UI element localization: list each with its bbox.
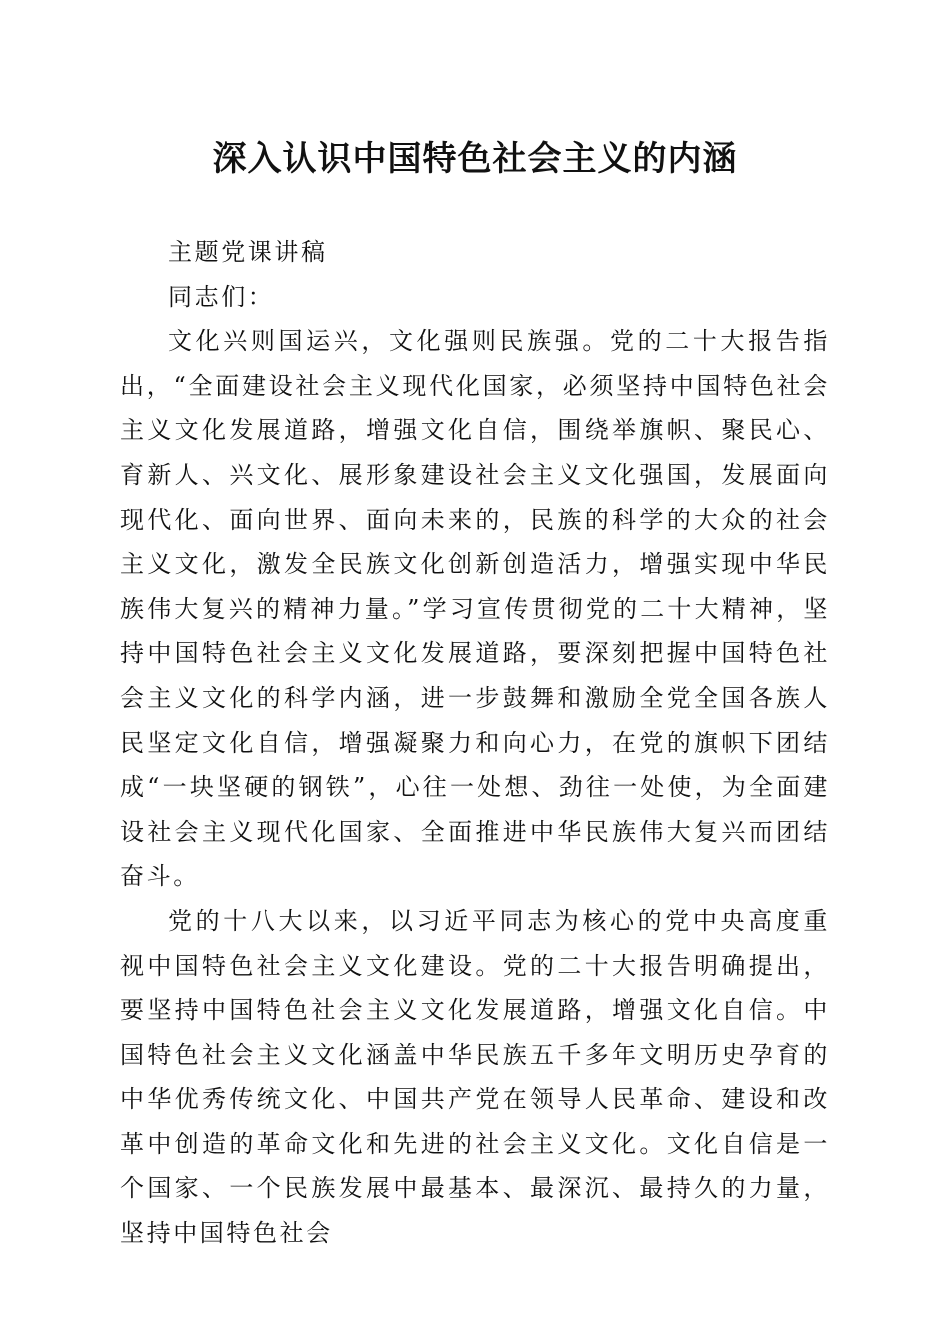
document-title: 深入认识中国特色社会主义的内涵 [212,139,738,179]
subtitle-line: 主题党课讲稿 [168,238,328,266]
salutation-line: 同志们： [168,282,275,311]
body-paragraph: 文化兴则国运兴，文化强则民族强。党的二十大报告指出，“全面建设社会主义现代化国家，必须坚持中国特色社会主义文化发展道路，增强文化自信，围绕举旗帜、聚民心、育新人、兴文化、展形象建设社会主义文化强国，发展面向现代化、面向世界、面向未来的，民族的科学的大众的社会主义文化，激发全民族文化创新创造活力，增强实现中华民族伟大复兴的精神力量。”学习宣传贯彻党的二十大精神，坚持中国特色社会主义文化发展道路，要深刻把握中国特色社会主义文化的科学内涵，进一步鼓舞和激励全党全国各族人民坚定文化自信，增强凝聚力和向心力，在党的旗帜下团结成“一块坚硬的钢铁”，心往一处想、劲往一处使，为全面建设社会主义现代化国家、全面推进中华民族伟大复兴而团结奋斗。 [120,327,830,891]
document-body [120,230,830,1256]
body-paragraph: 党的十八大以来，以习近平同志为核心的党中央高度重视中国特色社会主义文化建设。党的二十大报告明确提出，要坚持中国特色社会主义文化发展道路，增强文化自信。中国特色社会主义文化涵盖中华民族五千多年文明历史孕育的中华优秀传统文化、中国共产党在领导人民革命、建设和改革中创造的革命文化和先进的社会主义文化。文化自信是一个国家、一个民族发展中最基本、最深沉、最持久的力量，坚持中国特色社会 [120,906,830,1248]
